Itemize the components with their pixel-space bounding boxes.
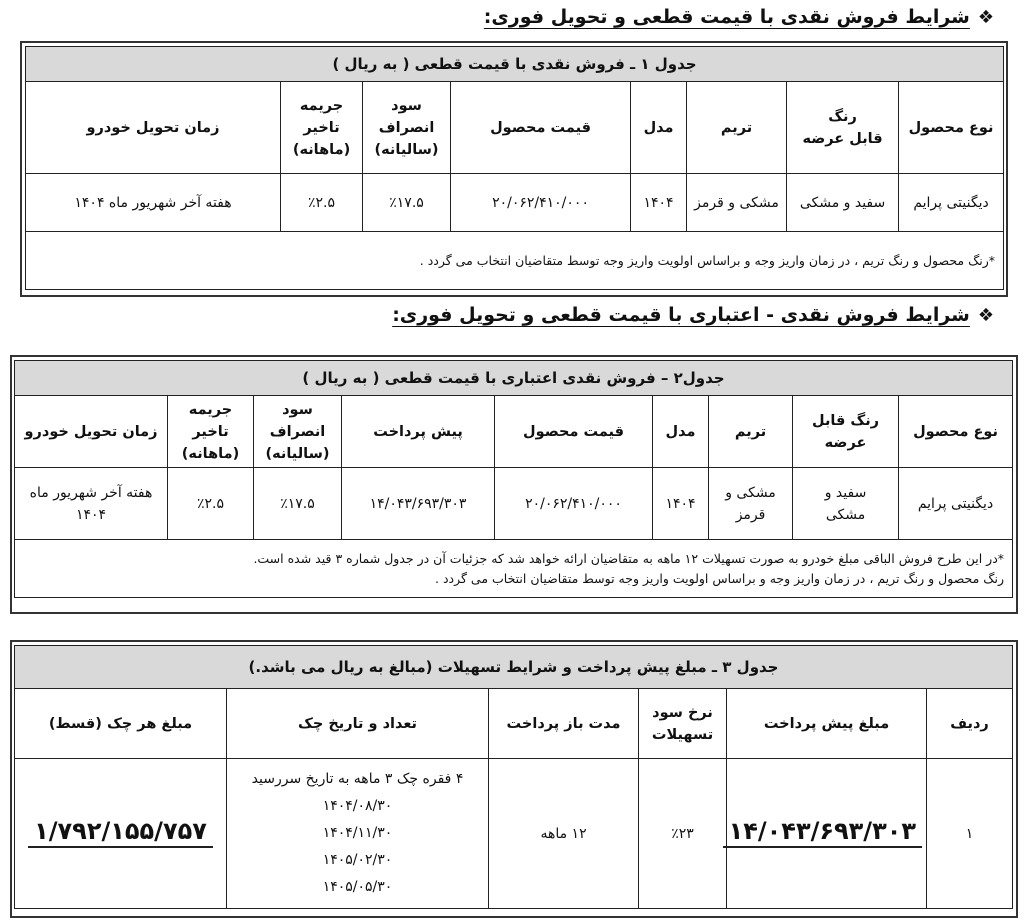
- table1-header: زمان تحویل خودرو: [26, 82, 281, 174]
- section1-heading: [484, 6, 994, 28]
- table3-down-payment-cell: [727, 759, 927, 909]
- installment-amount: ۱/۷۹۲/۱۵۵/۷۵۷: [28, 820, 213, 848]
- table2-note: [15, 540, 1013, 598]
- table1-note: *رنگ محصول و رنگ تریم ، در زمان واریز وجه و براساس اولویت واریز وجه توسط متقاضیان انتخاب می گردد .: [26, 232, 1004, 290]
- table2-caption: جدول۲ – فروش نقدی اعتباری با قیمت قطعی ( به ریال ): [15, 361, 1013, 396]
- table1-header: جریمه تاخیر (ماهانه): [281, 82, 363, 174]
- table1: [25, 46, 1004, 290]
- table3-header: تعداد و تاریخ چک: [227, 689, 489, 759]
- table2-header: جریمه تاخیر (ماهانه): [168, 396, 254, 468]
- table2-header: مدل: [653, 396, 709, 468]
- table1-cell: دیگنیتی پرایم: [899, 174, 1004, 232]
- table1-caption: جدول ۱ ـ فروش نقدی با قیمت قطعی ( به ریال ): [26, 47, 1004, 82]
- table2-cell: دیگنیتی پرایم: [899, 468, 1013, 540]
- table1-cell: ۱۴۰۴: [631, 174, 687, 232]
- table2-cell: هفته آخر شهریور ماه ۱۴۰۴: [15, 468, 168, 540]
- table1-header: رنگ قابل عرضه: [787, 82, 899, 174]
- check-line: ۱۴۰۵/۰۵/۳۰: [322, 879, 393, 895]
- table1-header: نوع محصول: [899, 82, 1004, 174]
- section1-title: شرایط فروش نقدی با قیمت قطعی و تحویل فوری:: [483, 6, 970, 28]
- table2-header: سود انصراف (سالیانه): [254, 396, 342, 468]
- table2-header: قیمت محصول: [495, 396, 653, 468]
- table1-header: تریم: [687, 82, 787, 174]
- table1-header: مدل: [631, 82, 687, 174]
- table1-cell: ۲۰/۰۶۲/۴۱۰/۰۰۰: [451, 174, 631, 232]
- table1-cell: مشکی و قرمز: [687, 174, 787, 232]
- table3-installment-cell: [15, 759, 227, 909]
- table3: [14, 645, 1013, 909]
- check-line: ۴ فقره چک ۳ ماهه به تاریخ سررسید: [251, 771, 464, 787]
- table2-header: رنگ قابل عرضه: [793, 396, 899, 468]
- table3-caption: جدول ۳ ـ مبلغ پیش پرداخت و شرایط تسهیلات (مبالغ به ریال می باشد.): [15, 646, 1013, 689]
- table2-header: تریم: [709, 396, 793, 468]
- check-line: ۱۴۰۴/۰۸/۳۰: [322, 798, 393, 814]
- table1-cell: ٪۱۷.۵: [363, 174, 451, 232]
- diamond-bullet-icon: ❖: [977, 6, 994, 28]
- table3-header: ردیف: [927, 689, 1013, 759]
- table1-cell: ٪۲.۵: [281, 174, 363, 232]
- table2-cell: ٪۱۷.۵: [254, 468, 342, 540]
- table3-row-index: ۱: [927, 759, 1013, 909]
- table2-cell: مشکی و قرمز: [709, 468, 793, 540]
- table3-header: مبلغ پیش پرداخت: [727, 689, 927, 759]
- table3-header: مدت باز پرداخت: [489, 689, 639, 759]
- table1-cell: سفید و مشکی: [787, 174, 899, 232]
- table2-note-line: *در این طرح فروش الباقی مبلغ خودرو به صورت تسهیلات ۱۲ ماهه به متقاضیان ارائه خواهد شد که جزئیات آن در جدول شماره ۳ قید شده است.: [253, 550, 1005, 566]
- table1-header: سود انصراف (سالیانه): [363, 82, 451, 174]
- diamond-bullet-icon: ❖: [977, 304, 994, 326]
- table2-cell: ۱۴/۰۴۳/۶۹۳/۳۰۳: [342, 468, 495, 540]
- table2-header: نوع محصول: [899, 396, 1013, 468]
- section2-title: شرایط فروش نقدی - اعتباری با قیمت قطعی و تحویل فوری:: [392, 304, 970, 326]
- table2-cell: سفید و مشکی: [793, 468, 899, 540]
- table3-header: مبلغ هر چک (قسط): [15, 689, 227, 759]
- table2-cell: ٪۲.۵: [168, 468, 254, 540]
- down-payment-amount: ۱۴/۰۴۳/۶۹۳/۳۰۳: [723, 820, 922, 848]
- section2-heading: [392, 304, 994, 326]
- table2-header: پیش پرداخت: [342, 396, 495, 468]
- table1-cell: هفته آخر شهریور ماه ۱۴۰۴: [26, 174, 281, 232]
- table2-cell: ۱۴۰۴: [653, 468, 709, 540]
- table2-note-line: رنگ محصول و رنگ تریم ، در زمان واریز وجه و براساس اولویت واریز وجه توسط متقاضیان انتخاب می گردد .: [435, 570, 1005, 586]
- check-line: ۱۴۰۵/۰۲/۳۰: [322, 852, 393, 868]
- table2-cell: ۲۰/۰۶۲/۴۱۰/۰۰۰: [495, 468, 653, 540]
- table2-header: زمان تحویل خودرو: [15, 396, 168, 468]
- table1-header: قیمت محصول: [451, 82, 631, 174]
- table3-checks-cell: [227, 759, 489, 909]
- check-line: ۱۴۰۴/۱۱/۳۰: [322, 825, 393, 841]
- table2: [14, 360, 1013, 598]
- table3-rate: ٪۲۳: [639, 759, 727, 909]
- table3-header: نرخ سود تسهیلات: [639, 689, 727, 759]
- table3-duration: ۱۲ ماهه: [489, 759, 639, 909]
